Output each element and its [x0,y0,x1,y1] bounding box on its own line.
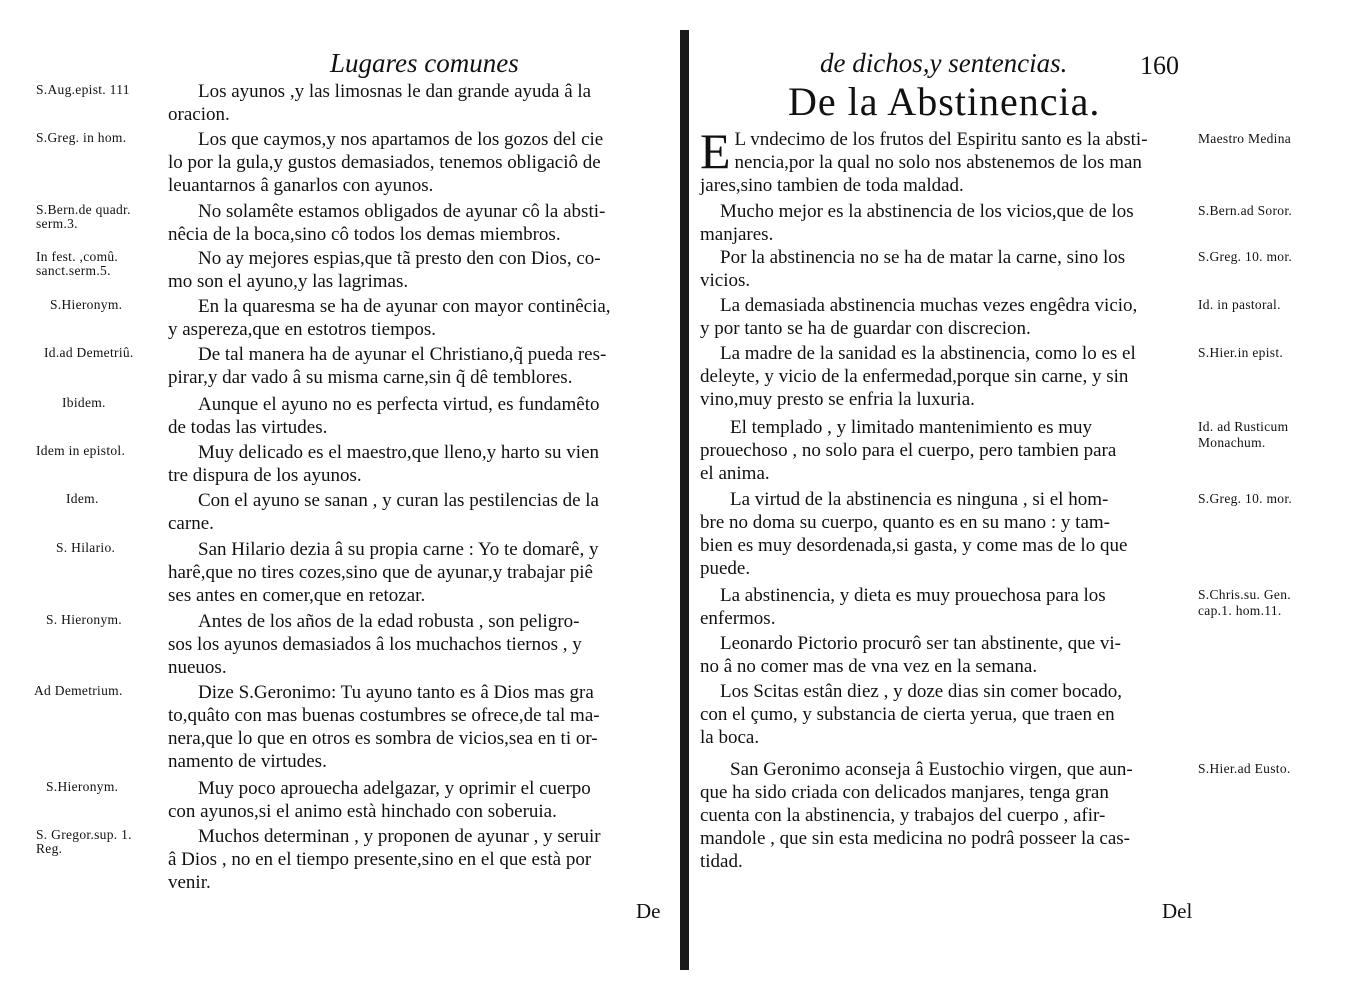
side-note: S. Hieronym. [46,612,122,627]
side-note: S.Hier.in epist. [1198,345,1284,360]
paragraph-text: De tal manera ha de ayunar el Christiano,q̃ pueda res- pirar,y dar vado â su misma carne,sin q̃ dê temblores. [168,344,607,388]
side-note: Id. ad Rusticum Monachum. [1198,419,1289,450]
paragraph-text: Muy poco aprouecha adelgazar, y oprimir el cuerpo con ayunos,si el animo està hinchado con soberuia. [168,778,591,822]
paragraph-text: La virtud de la abstinencia es ninguna , si el hom- bre no doma su cuerpo, quanto es en su mano : y tam- bien es muy desordenada,si gasta, y come mas de lo que puede. [700,489,1128,579]
side-note: S.Hier.ad Eusto. [1198,761,1291,776]
side-note: S.Hieronym. [46,779,119,794]
paragraph-text: El templado , y limitado mantenimiento es muy prouechoso , no solo para el cuerpo, pero tambien para el anima. [700,417,1117,484]
paragraph-text: Dize S.Geronimo: Tu ayuno tanto es â Dios mas gra to,quâto con mas buenas costumbres se ofrece,de tal ma- nera,que lo que en otros es sombra de vicios,sea en ti or- namento de virtudes. [168,682,600,772]
side-note: Ibidem. [62,395,106,410]
paragraph-text: La demasiada abstinencia muchas vezes engêdra vicio, y por tanto se ha de guardar con discrecion. [700,295,1138,339]
side-note: In fest. ,comû. sanct.serm.5. [36,249,119,278]
side-note: Idem. [66,491,99,506]
side-note: S. Hilario. [56,540,116,555]
side-note: S.Greg. 10. mor. [1198,491,1293,506]
paragraph-text: Con el ayuno se sanan , y curan las pestilencias de la carne. [168,490,599,534]
catchword-left: De [636,899,661,923]
side-note: S.Bern.de quadr. serm.3. [36,202,131,231]
paragraph-text: La madre de la sanidad es la abstinencia, como lo es el deleyte, y vicio de la enfermedad,porque sin carne, y sin vino,muy presto se enfria la luxuria. [700,343,1136,410]
paragraph-text: E L vndecimo de los frutos del Espiritu santo es la absti- nencia,por la qual no solo nos abstenemos de los man jares,sino tambien de toda maldad. [700,123,1148,196]
drop-cap: E [700,123,731,179]
side-note: Id.ad Demetriû. [44,345,134,360]
side-note: S. Gregor.sup. 1. Reg. [36,827,132,856]
paragraph-text: Por la abstinencia no se ha de matar la carne, sino los vicios. [700,247,1126,291]
paragraph-text: Mucho mejor es la abstinencia de los vicios,que de los manjares. [700,201,1134,245]
side-note: S.Bern.ad Soror. [1198,203,1293,218]
paragraph-text: No ay mejores espias,que tã presto den con Dios, co- mo son el ayuno,y las lagrimas. [168,248,601,292]
running-head-right: de dichos,y sentencias. [820,48,1068,78]
paragraph-text: Los Scitas estân diez , y doze dias sin comer bocado, con el çumo, y substancia de cierta yerua, que traen en la boca. [700,681,1123,748]
paragraph-text: San Geronimo aconseja â Eustochio virgen, que aun- que ha sido criada con delicados manjares, tenga gran cuenta con la abstinencia, y trabajos del cuerpo , afir- mandole , que sin esta medicina no podrâ posseer la cas- tidad. [700,759,1133,872]
side-note: S.Hieronym. [50,297,123,312]
paragraph-text: Antes de los años de la edad robusta , son peligro- sos los ayunos demasiados â los muchachos tiernos , y nueuos. [168,611,582,678]
side-note: S.Chris.su. Gen. cap.1. hom.11. [1198,587,1291,618]
left-page [0,0,675,1000]
side-note: S.Greg. 10. mor. [1198,249,1293,264]
paragraph-text: San Hilario dezia â su propia carne : Yo te domarê, y harê,que no tires cozes,sino que de ayunar,y trabajar piê ses antes en comer,que en retozar. [168,539,599,606]
paragraph-text: La abstinencia, y dieta es muy prouechosa para los enfermos. [700,585,1106,629]
side-note: Ad Demetrium. [34,683,123,698]
section-title: De la Abstinencia. [788,79,1101,124]
paragraph-text: Los que caymos,y nos apartamos de los gozos del cie lo por la gula,y gustos demasiados, tenemos obligaciô de leuantarnos â ganarlos con ayunos. [168,129,604,196]
paragraph-text: Aunque el ayuno no es perfecta virtud, es fundamêto de todas las virtudes. [168,394,600,438]
paragraph-text: Muy delicado es el maestro,que lleno,y harto su vien tre dispura de los ayunos. [168,442,600,486]
book-gutter [680,30,689,970]
catchword-right: Del [1162,899,1193,923]
right-page [692,0,1369,1000]
side-note: Idem in epistol. [36,443,126,458]
paragraph-text: Muchos determinan , y proponen de ayunar , y seruir â Dios , no en el tiempo presente,sino en el que està por venir. [168,826,601,893]
side-note: Maestro Medina [1198,131,1292,146]
side-note: S.Aug.epist. 111 [36,82,130,97]
running-head-left: Lugares comunes [330,48,519,78]
paragraph-text: Los ayunos ,y las limosnas le dan grande ayuda â la oracion. [168,81,592,125]
paragraph-text: No solamête estamos obligados de ayunar cô la absti- nêcia de la boca,sino cô todos los demas miembros. [168,201,606,245]
side-note: S.Greg. in hom. [36,130,127,145]
paragraph-text: Leonardo Pictorio procurô ser tan abstinente, que vi- no â no comer mas de vna vez en la semana. [700,633,1121,677]
page-number: 160 [1140,51,1179,80]
paragraph-text: En la quaresma se ha de ayunar con mayor continêcia, y aspereza,que en estotros tiempos. [168,296,611,340]
side-note: Id. in pastoral. [1198,297,1281,312]
